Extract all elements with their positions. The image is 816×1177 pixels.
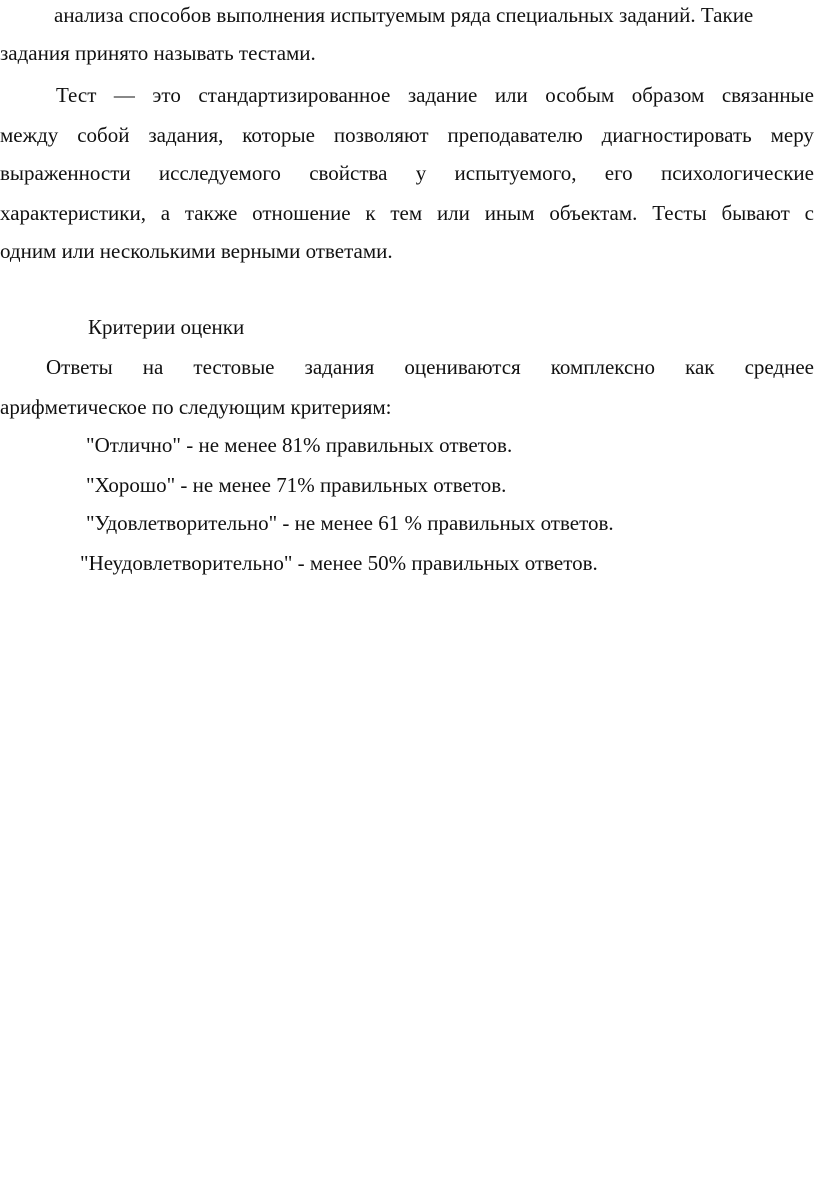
word: стандартизированное [198,83,391,107]
word: особым [545,83,615,107]
word: к [365,201,376,225]
word: среднее [744,355,814,379]
criteria-intro-line-2: арифметическое по следующим критериям: [0,395,392,419]
criteria-heading: Критерии оценки [88,315,245,339]
definition-line-2 [0,120,814,150]
word: — [113,83,135,107]
word: собой [77,123,130,147]
criterion-good: "Хорошо" - не менее 71% правильных ответов. [86,473,507,497]
word: оцениваются [404,355,521,379]
word: на [142,355,164,379]
word: связанные [721,83,814,107]
word: Тест [56,83,97,107]
definition-line-1 [56,80,814,110]
criterion-unsatisfactory: "Неудовлетворительно" - менее 50% правильных ответов. [80,551,598,575]
word: выраженности [0,161,131,185]
word: тем [390,201,423,225]
word: преподавателю [447,123,583,147]
criterion-satisfactory: "Удовлетворительно" - не менее 61 % правильных ответов. [86,511,614,535]
word: свойства [309,161,388,185]
word: это [152,83,181,107]
word: бывают [721,201,790,225]
criteria-intro-line-1 [46,352,814,382]
word: между [0,123,59,147]
word: также [184,201,238,225]
word: психологические [660,161,814,185]
word: или [436,201,470,225]
word: диагностировать [601,123,752,147]
word: испытуемого, [454,161,577,185]
word: характеристики, [0,201,146,225]
word: комплексно [550,355,656,379]
definition-line-4 [0,198,814,228]
word: исследуемого [158,161,281,185]
word: его [604,161,633,185]
intro-line-1: анализа способов выполнения испытуемым ряда специальных заданий. Такие [54,3,754,27]
word: задания [304,355,375,379]
intro-line-2: задания принято называть тестами. [0,41,316,65]
word: у [415,161,427,185]
word: отношение [252,201,351,225]
word: или [494,83,528,107]
word: задание [407,83,478,107]
word: а [160,201,171,225]
definition-line-3 [0,158,814,188]
word: Ответы [46,355,113,379]
word: образом [631,83,705,107]
word: иным [484,201,535,225]
word: задания, [148,123,224,147]
definition-line-5: одним или несколькими верными ответами. [0,239,393,263]
word: как [685,355,715,379]
word: Тесты [652,201,707,225]
criterion-excellent: "Отлично" - не менее 81% правильных ответов. [86,433,513,457]
word: меру [770,123,814,147]
word: с [804,201,814,225]
word: тестовые [193,355,275,379]
word: объектам. [549,201,638,225]
word: которые [242,123,315,147]
word: позволяют [333,123,429,147]
